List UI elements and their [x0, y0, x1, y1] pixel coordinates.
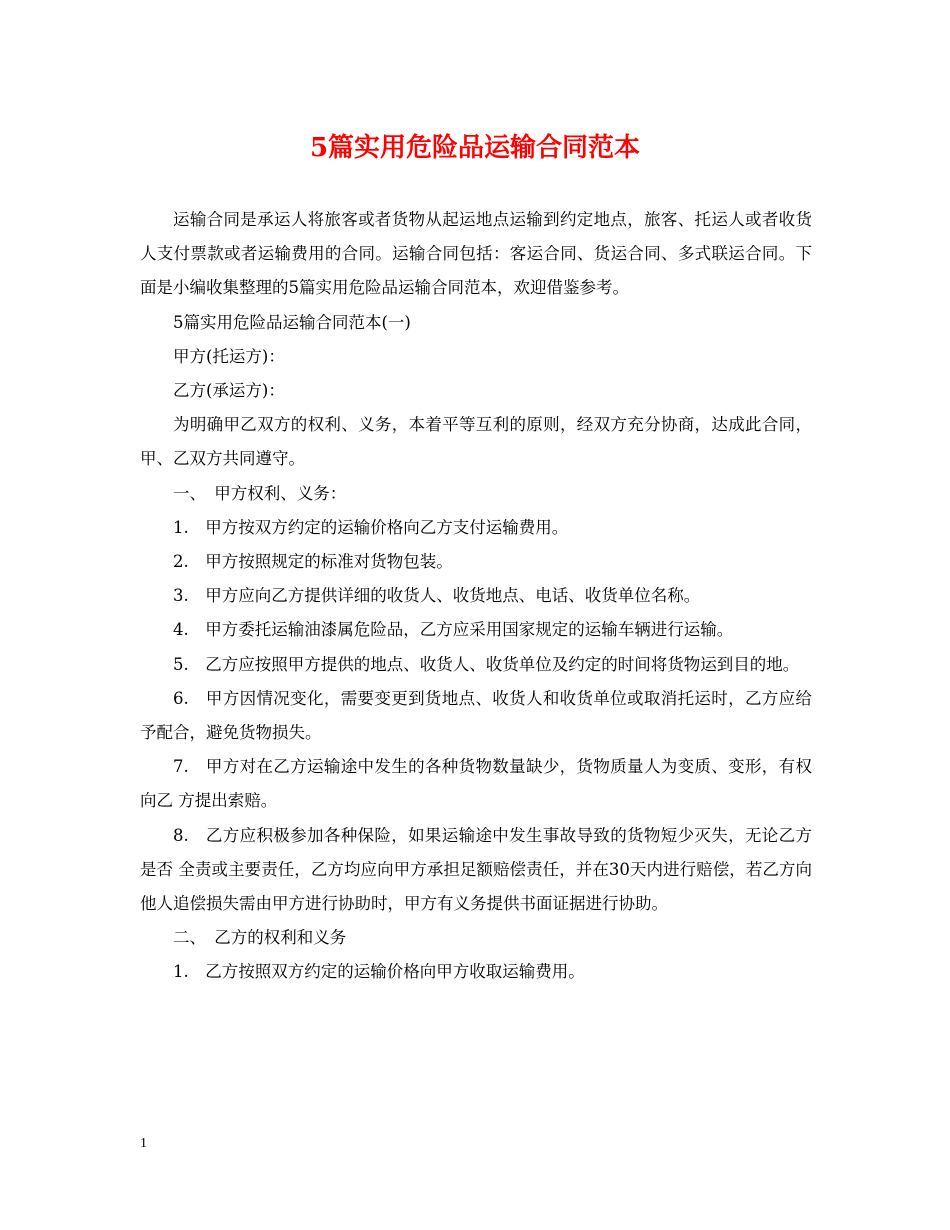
section-heading-party-b: 二、 乙方的权利和义务: [173, 928, 347, 948]
clause-a-3: 3. 甲方应向乙方提供详细的收货人、收货地点、电话、收货单位名称。: [173, 586, 701, 606]
clause-b-1: 1. 乙方按照双方约定的运输价格向甲方收取运输费用。: [173, 962, 585, 982]
document-body: [140, 203, 812, 990]
clause-a-4: 4. 甲方委托运输油漆属危险品，乙方应采用国家规定的运输车辆进行运输。: [173, 620, 734, 640]
paragraph-contract-heading: 5篇实用危险品运输合同范本(一): [173, 312, 411, 332]
paragraph-intro: 运输合同是承运人将旅客或者货物从起运地点运输到约定地点，旅客、托运人或者收货人支付票款或者运输费用的合同。运输合同包括：客运合同、货运合同、多式联运合同。下面是小编收集整理的5篇实用危险品运输合同范本，欢迎借鉴参考。: [140, 210, 812, 298]
clause-a-7: 7. 甲方对在乙方运输途中发生的各种货物数量缺少，货物质量人为变质、变形，有权向乙 方提出索赔。: [140, 757, 812, 811]
page-number: 1: [140, 1136, 147, 1151]
section-heading-party-a: 一、 甲方权利、义务：: [173, 483, 347, 503]
paragraph-party-a: 甲方(托运方)：: [173, 346, 285, 366]
clause-a-6: 6. 甲方因情况变化，需要变更到货地点、收货人和收货单位或取消托运时，乙方应给予配合，避免货物损失。: [140, 688, 812, 743]
clause-a-5: 5. 乙方应按照甲方提供的地点、收货人、收货单位及约定的时间将货物运到目的地。: [173, 654, 800, 674]
clause-a-1: 1. 甲方按双方约定的运输价格向乙方支付运输费用。: [173, 517, 569, 537]
paragraph-purpose: 为明确甲乙双方的权利、义务，本着平等互利的原则，经双方充分协商，达成此合同，甲、乙双方共同遵守。: [140, 415, 812, 469]
paragraph-party-b: 乙方(承运方)：: [173, 381, 285, 401]
clause-a-8: 8. 乙方应积极参加各种保险，如果运输途中发生事故导致的货物短少灭失，无论乙方是否 全责或主要责任，乙方均应向甲方承担足额赔偿责任，并在30天内进行赔偿，若乙方向他人追偿损失需由甲方进行协助时，甲方有义务提供书面证据进行协助。: [140, 825, 812, 914]
document-title: 5篇实用危险品运输合同范本: [309, 133, 641, 163]
clause-a-2: 2. 甲方按照规定的标准对货物包装。: [173, 552, 453, 572]
